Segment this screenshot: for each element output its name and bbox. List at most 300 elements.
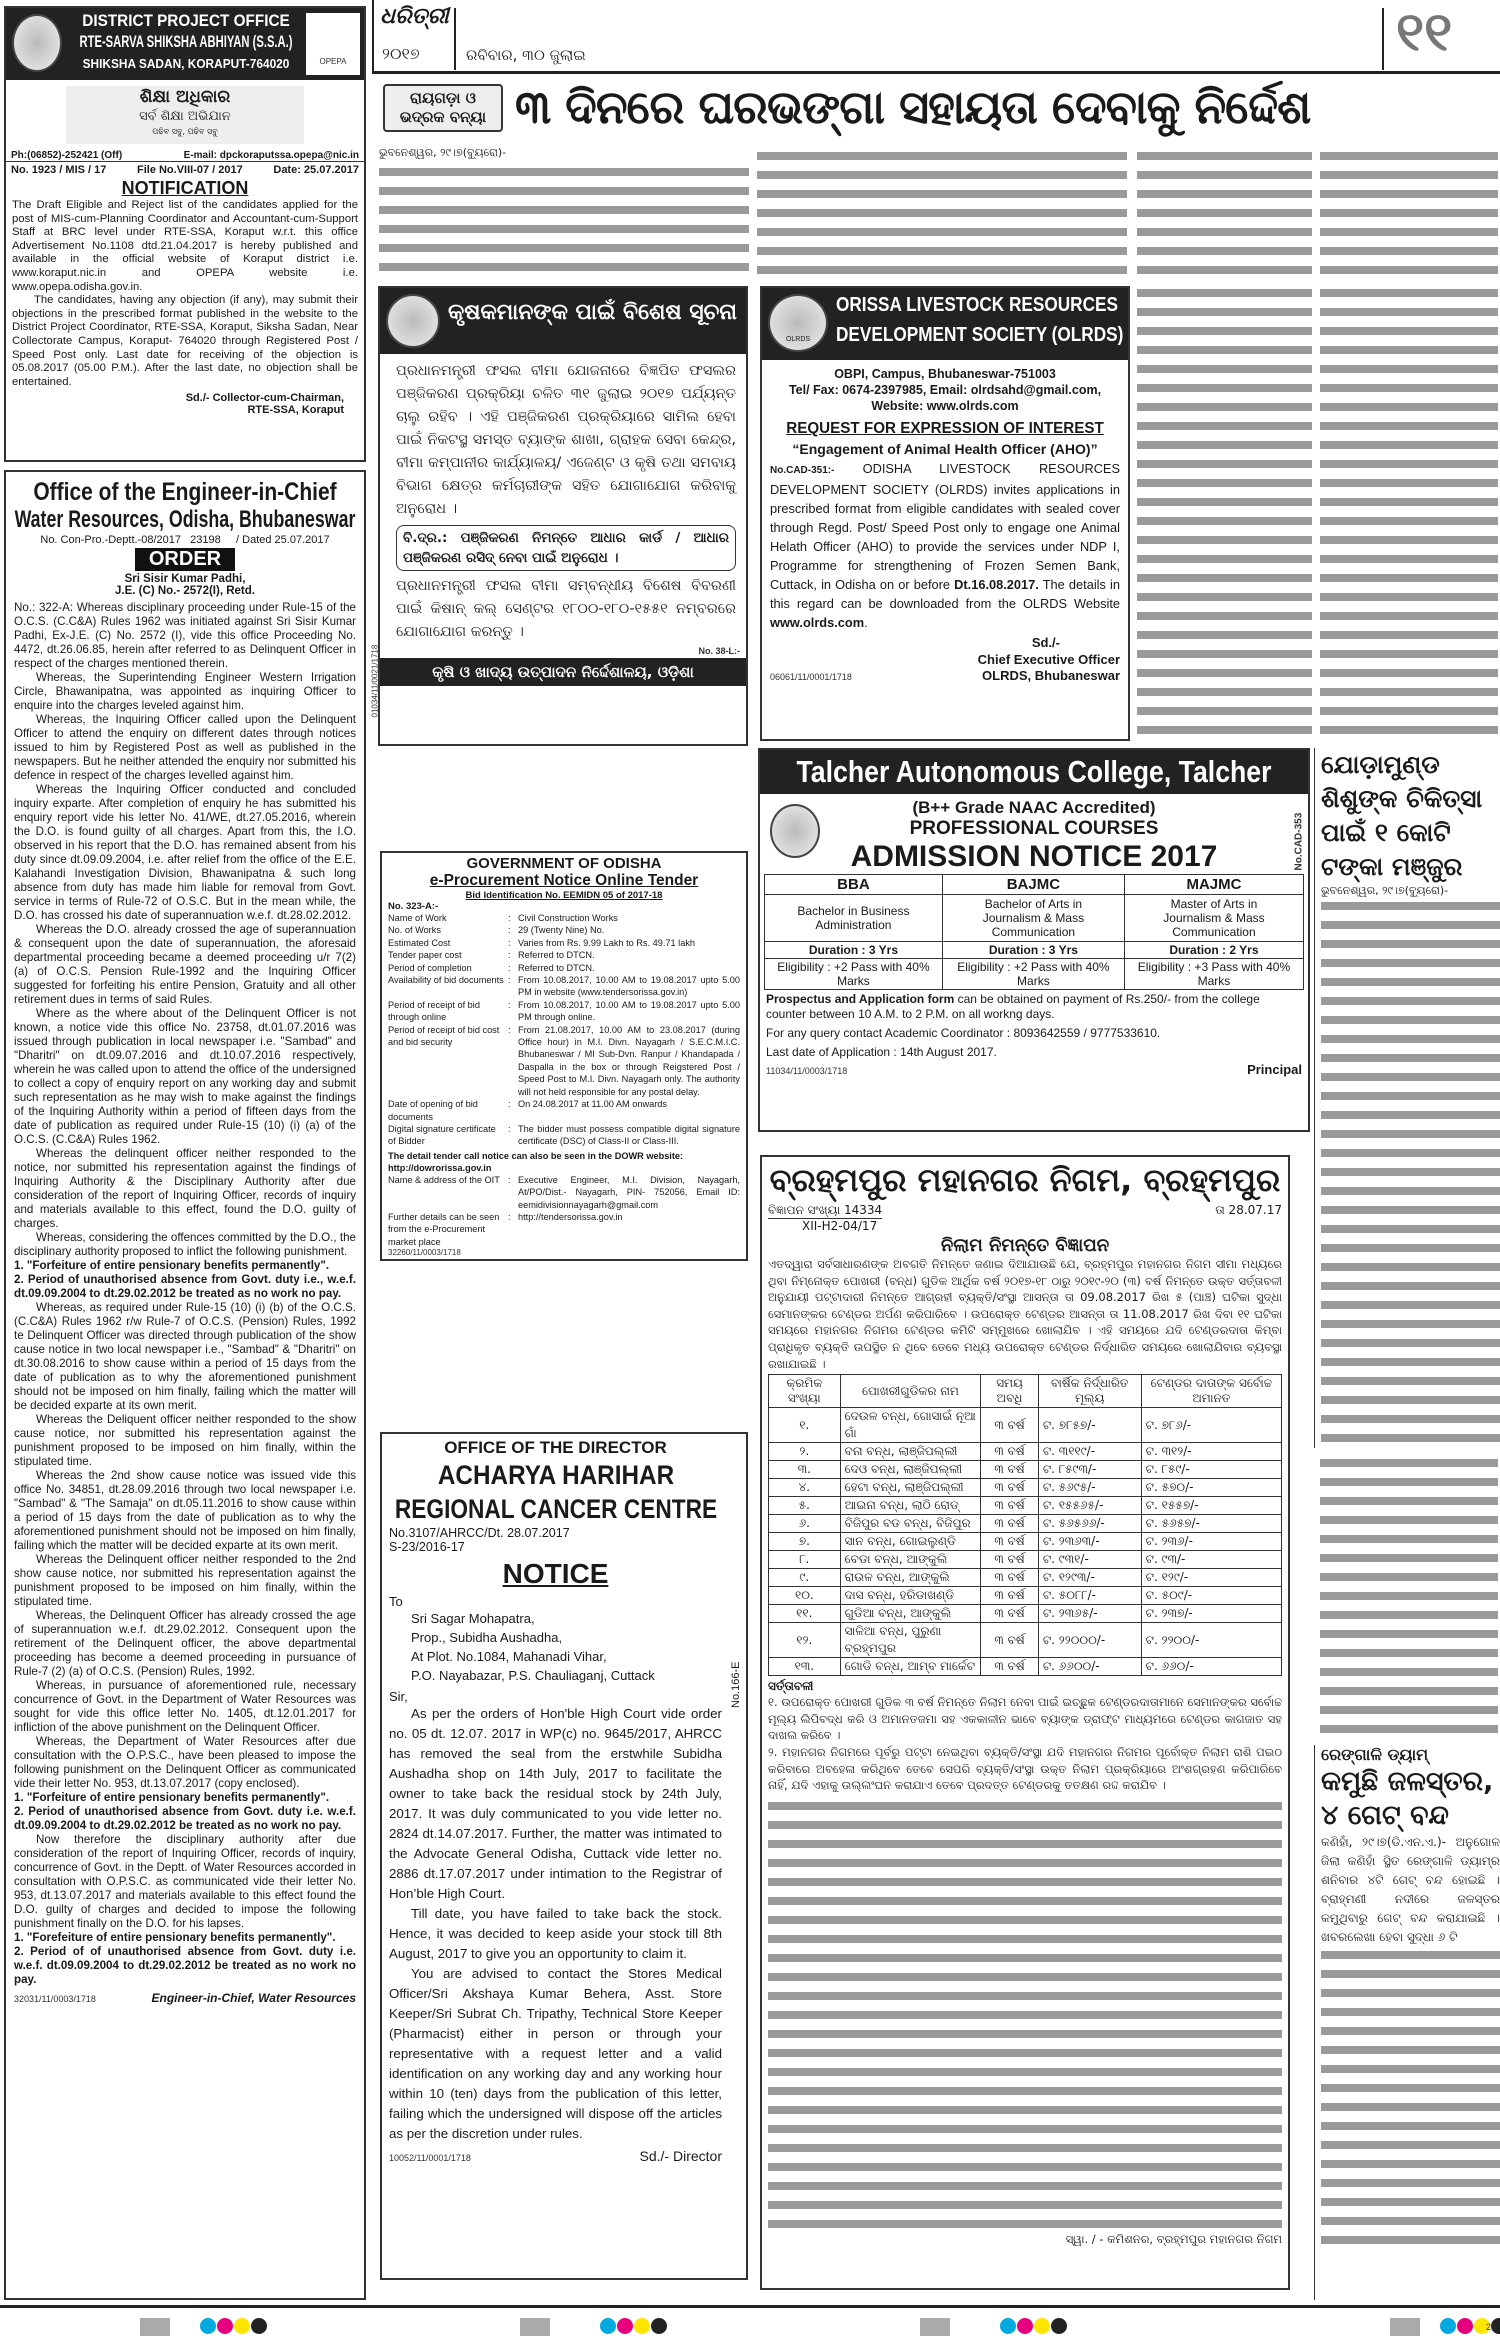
table-cell: ଟ. ୬୬୦୦/-	[1038, 1658, 1141, 1676]
bmc-conditions-more	[768, 1798, 1282, 2228]
colon: :	[508, 937, 511, 948]
story-jodamunda	[1314, 748, 1500, 1448]
ponds-table	[768, 1374, 1282, 1676]
olrds-title-2: DEVELOPMENT SOCIETY (OLRDS)	[836, 324, 1124, 346]
ssa-phone: Ph:(06852)-252421 (Off)	[11, 150, 123, 161]
ssa-para: The candidates, having any objection (if any), may submit their objections in the prescribed format published in the website to the District Project Coordinator, RTE-SSA, Koraput, Siksha Sadan, Near Collectorate Campus, Koraput- 764020 through Registered Post / Speed Post only. Last date for receiving of the objection is 05.08.2017 (05.00 P.M.). After the last date, no objection shall be entertained.	[12, 294, 358, 388]
story-rengali	[1314, 1745, 1500, 2300]
table-cell: ଆଇନା ବନ୍ଧ, ଲାଠି ରୋଡ୍	[840, 1497, 981, 1515]
table-cell: ଟ. ୩୧୨/-	[1141, 1443, 1281, 1461]
farmers-notice-ad	[370, 286, 748, 746]
tender-row	[388, 1174, 740, 1211]
tender-field-value: 29 (Twenty Nine) No.	[518, 925, 605, 936]
table-cell: ଟ. ୨୩୬୫/-	[1038, 1605, 1141, 1623]
jodamunda-dateline: ଭୁବନେଶ୍ୱର, ୨୯।୭(ବ୍ୟୁରୋ)-	[1321, 884, 1449, 897]
ahrcc-para: Till date, you have failed to take back the stock. Hence, it was decided to keep aside your stock till 8th August, 2017 to give you an opportunity to claim it.	[389, 1906, 722, 1961]
tender-dowr-note: The detail tender call notice can also be seen in the DOWR website: http://dowrorissa.gov.in	[388, 1150, 684, 1173]
olrds-deadline: Dt.16.08.2017.	[954, 577, 1039, 592]
tender-govt: GOVERNMENT OF ODISHA	[466, 855, 662, 872]
bmc-ref: XII-H2-04/17	[768, 1218, 882, 1233]
table-cell: ୧୦.	[769, 1587, 841, 1605]
college-seal-icon	[770, 804, 820, 858]
table-cell: ଟ. ୭୮୬/-	[1141, 1408, 1281, 1443]
olrds-logo: OLRDS	[768, 294, 828, 352]
ssa-address: SHIKSHA SADAN, KORAPUT-764020	[82, 57, 290, 71]
table-row	[769, 1443, 1282, 1461]
program-duration: Duration : 2 Yrs	[1124, 942, 1303, 959]
table-cell: ୧.	[769, 1408, 841, 1443]
ahrcc-signatory: Sd./- Director	[639, 2148, 722, 2164]
registration-dot	[617, 2318, 633, 2334]
ahrcc-notice-ad	[380, 1432, 748, 2280]
table-row	[769, 1533, 1282, 1551]
table-cell: ବନା ବନ୍ଧ, ଲାଞ୍ଜିପଲ୍ଲୀ	[840, 1443, 981, 1461]
wr-para: Whereas the Delinquent officer neither responded to the 2nd show cause notice, nor submitted his representation against the punishment proposed to be imposed on him finally, within the stipulated time.	[14, 1553, 356, 1608]
registration-dot	[1034, 2318, 1050, 2334]
lead-kicker: ରାୟଗଡ଼ା ଓ ଭଦ୍ରକ ବନ୍ୟା	[383, 84, 503, 132]
olrds-sd: Sd./-	[1031, 635, 1060, 650]
gray-swatch	[1390, 2318, 1420, 2336]
farmers-title: କୃଷକମାନଙ୍କ ପାଇଁ ବିଶେଷ ସୂଚନା	[448, 300, 737, 325]
olrds-eoi-ad: OLRDS ORISSA LIVESTOCK RESOURCES DEVELOPMENT SOCIETY (OLRDS) OBPI, Campus, Bhubaneswar-751003 Tel/ Fax: 0674-2397985, Email: olrdsahd@gmail.com, Website: www.olrds.com REQUEST FOR EXPRESSION OF INTEREST “Engagement of Animal Health Officer (AHO)” No.CAD-351:- ODISHA LIVESTOCK RESOURCES DEVELOPMENT SOCIETY (OLRDS) invites applications in prescribed format from eligible candidates with sealed cover through Regd. Post/ Speed Post only to engage one Animal Helath Officer (AHO) to provide the services under NDP I, Programme for strengthening of Frozen Semen Bank, Cuttack, in Odisha on or before Dt.16.08.2017. The details in this regard can be downloaded from the OLRDS Website www.olrds.com. Sd./- Chief Executive Officer 06061/11/0001/1718 OLRDS, Bhubaneswar	[760, 286, 1130, 741]
lead-dateline: ଭୁବନେଶ୍ୱର, ୨୯।୭(ବ୍ୟୁରୋ)-	[379, 146, 507, 159]
wr-para: Whereas, the Inquiring Officer called upon the Delinquent Officer to attend the enquiry on different dates through notices issued to him by Registered Post as well as published in the newspapers. But he neither attended the enquiry nor submitted his defence in respect of the charges levelled against him.	[14, 713, 356, 782]
table-cell: ୪.	[769, 1479, 841, 1497]
table-cell: ଟ. ୬୬୦/-	[1141, 1658, 1281, 1676]
ssa-header	[6, 8, 364, 80]
colon: :	[508, 1024, 511, 1035]
registration-dot	[651, 2318, 667, 2334]
table-cell: ଟ. ୮୫୯୩/-	[1038, 1461, 1141, 1479]
tender-field-label: Further details can be seen from the e-Procurement market place	[388, 1211, 500, 1247]
water-resources-order-ad	[4, 470, 366, 2300]
olrds-website: Website: www.olrds.com	[871, 399, 1019, 413]
olrds-body: ODISHA LIVESTOCK RESOURCES DEVELOPMENT SOCIETY (OLRDS) invites applications in prescribed format from eligible candidates with sealed cover through Regd. Post/ Speed Post only to engage one Animal Helath Officer (AHO) to provide the services under NDP I, Programme for strengthening of Frozen Semen Bank, Cuttack, in Odisha on or before	[770, 461, 1121, 592]
talcher-query: For any query contact Academic Coordinator : 8093642559 / 9777533610.	[766, 1026, 1161, 1040]
olrds-web-link: www.olrds.com	[770, 615, 865, 630]
wr-para: Whereas the D.O. already crossed the age of superannuation & consequent upon the date of superannuation, the aforesaid departmental proceeding became a deemed proceeding u/r 7(2) (a) of O.C.S. Pension Rule-1992 and the Inquiring Officer suggested for forfeiting his entire Pension, Gratuity and all other retirement dues in terms of said Rules.	[14, 923, 356, 1006]
colon: :	[508, 1174, 511, 1185]
tender-row	[388, 924, 740, 936]
table-cell: ଟ. ୧୨୯୩/-	[1038, 1569, 1141, 1587]
ssa-date: Date: 25.07.2017	[273, 164, 359, 176]
table-row	[769, 1658, 1282, 1676]
table-cell: ୭.	[769, 1533, 841, 1551]
table-cell: ବିଜିପୁର ବଡ ବନ୍ଧ, ବିଜିପୁର	[840, 1515, 981, 1533]
tender-row	[388, 999, 740, 1024]
wr-punishment-item: 1. "Forfeiture of entire pensionary benefits permanently".	[14, 1259, 330, 1272]
ahrcc-addressee: P.O. Nayabazar, P.S. Chauliaganj, Cuttack	[411, 1668, 655, 1683]
registration-dot	[1440, 2318, 1456, 2334]
lead-body-text	[1320, 148, 1498, 278]
ahrcc-salutation: Sir,	[389, 1689, 408, 1704]
wr-signatory: Engineer-in-Chief, Water Resources	[151, 1991, 356, 2005]
colon: :	[508, 975, 511, 986]
table-cell: ୧୩.	[769, 1658, 841, 1676]
tender-field-label: Date of opening of bid documents	[388, 1099, 478, 1122]
table-cell: ୬.	[769, 1515, 841, 1533]
tender-field-value: From 10.08.2017, 10.00 AM to 19.08.2017 upto 5.00 PM in website (www.tendersorissa.gov.in)	[518, 975, 740, 998]
table-cell: ରାଉଳ ବନ୍ଧ, ଆଙ୍କୁଲି	[840, 1569, 981, 1587]
wr-title-1: Office of the Engineer-in-Chief	[33, 478, 337, 506]
olrds-heading: REQUEST FOR EXPRESSION OF INTEREST	[786, 420, 1104, 437]
tender-no: No. 323-A:-	[388, 901, 439, 912]
ssa-signatory: Sd./- Collector-cum-Chairman,	[185, 392, 344, 405]
table-cell: ହେଟା ବନ୍ଧ, ଲାଞ୍ଜିପଲ୍ଲୀ	[840, 1479, 981, 1497]
lead-headline: ୩ ଦିନରେ ଘରଭଙ୍ଗା ସହାୟତା ଦେବାକୁ ନିର୍ଦ୍ଦେଶ	[515, 80, 1311, 134]
registration-dot	[234, 2318, 250, 2334]
tender-field-value: Executive Engineer, M.I. Division, Nayagarh, At/PO/Dist.- Nayagarh, PIN- 752056, Email ID: eemidivisionnayagarh@gmail.com	[518, 1174, 740, 1210]
tender-row	[388, 1024, 740, 1098]
tender-field-label: Tender paper cost	[388, 950, 462, 961]
rengali-kicker: ରେଙ୍ଗାଳି ଡ୍ୟାମ୍	[1321, 1745, 1429, 1764]
bmc-intro: ଏତଦ୍ୱାରା ସର୍ବସାଧାରଣଙ୍କ ଅବଗତି ନିମନ୍ତେ ଜଣାଇ ଦିଆଯାଉଛି ଯେ, ବ୍ରହ୍ମପୁର ମହାନଗର ନିଗମ ସୀମା ମଧ୍ୟରେ ଥିବା ନିମ୍ନୋକ୍ତ ପୋଖରୀ (ବନ୍ଧ) ଗୁଡିକ ଆର୍ଥିକ ବର୍ଷ ୨୦୧୭-୧୮ ଠାରୁ ୨୦୧୯-୨୦ (୩) ବର୍ଷ ନିମନ୍ତେ ଉକ୍ତ ସର୍ତ୍ତାବଳୀ ଅନୁଯାୟୀ ପଟ୍ଟାଦାରୀ ନିମନ୍ତେ ଆଗ୍ରହୀ ବ୍ୟକ୍ତି/ସଂସ୍ଥା ଆସନ୍ତା ତା 09.08.2017 ରିଖ ୫ (ପାଞ୍ଚ) ଘଟିକା ସୁଦ୍ଧା ସେମାନଙ୍କର ଟେଣ୍ଡର ଅର୍ପଣ କରିପାରିବେ । ଉପରୋକ୍ତ ଟେଣ୍ଡର ଆସନ୍ତା ତା 11.08.2017 ରିଖ ଦିବା ୧୧ ଘଟିକା ସମୟରେ ମହାନଗର ନିଗମର ଟେଣ୍ଡର କମିଟି ସମ୍ମୁଖରେ ଖୋଲାଯିବ । ଏହି ସମୟରେ ଯଦି ଟେଣ୍ଡରଦାତା କିମ୍ବା ପ୍ରାଧିକୃତ ବ୍ୟକ୍ତି ଉପସ୍ଥିତ ନ ଥିବେ ତେବେ ମଧ୍ୟ ଉପରୋକ୍ତ ଟେଣ୍ଡର ନିର୍ଦ୍ଧାରିତ ସମୟରେ ଖୋଲାଯିବାର ବ୍ୟବସ୍ଥା ରଖାଯାଇଛି ।	[768, 1257, 1282, 1371]
table-cell: ଟ. ୧୨୯/-	[1141, 1569, 1281, 1587]
olrds-title-1: ORISSA LIVESTOCK RESOURCES	[836, 294, 1118, 316]
tender-field-label: Period of receipt of bid cost and bid security	[388, 1024, 500, 1048]
table-cell: ୨.	[769, 1443, 841, 1461]
registration-dot	[600, 2318, 616, 2334]
colon: :	[508, 1123, 511, 1134]
wr-para: Now therefore the disciplinary authority after due consideration of the report of Inquiring Officer, records of inquiry, concurrence of Govt. in the Deptt. of Water Resources accorded in consultation with O.P.S.C. as communicated vide their letter No. 953, dt.13.07.2017 and materials available to this effect found the D.O. guilty of charges and decided to impose the following punishment finally on the D.O. for his lapses.	[14, 1833, 356, 1930]
table-cell: ୧୧.	[769, 1605, 841, 1623]
table-cell: ୩ ବର୍ଷ	[981, 1658, 1039, 1676]
ahrcc-ref-2: S-23/2016-17	[389, 1540, 465, 1554]
wr-punishment-item: 1. "Forfeiture of entire pensionary benefits permanently".	[14, 1791, 330, 1804]
table-cell: ୩ ବର୍ଷ	[981, 1443, 1039, 1461]
table-cell: ଗୁଡିଆ ବନ୍ଧ, ଆଙ୍କୁଲି	[840, 1605, 981, 1623]
olrds-contact: Tel/ Fax: 0674-2397985, Email: olrdsahd@gmail.com,	[788, 383, 1102, 397]
lead-body-text	[1137, 148, 1312, 278]
talcher-title: Talcher Autonomous College, Talcher	[796, 754, 1272, 789]
bmc-condition: ୨. ମହାନଗର ନିଗମରେ ପୂର୍ବରୁ ପଟ୍ଟା ନେଇଥିବା ବ୍ୟକ୍ତି/ସଂସ୍ଥା ଯଦି ମହାନଗର ନିଗମର ପୂର୍ବୋକ୍ତ ନିଲାମ ରାଶି ପଇଠ କରିବାରେ ଅବହେଳା କରିଥିବେ ତେବେ ସେପରି ବ୍ୟକ୍ତି/ସଂସ୍ଥା ଉକ୍ତ ନିଲାମ ପ୍ରକ୍ରିୟାରେ ଅଂଶଗ୍ରହଣ କରିପାରିବେ ନାହିଁ, ଯଦି ଏହାକୁ ଉଲ୍ଲଂଘନ କରାଯାଏ ତେବେ ପ୍ରଦତ୍ତ ଟେଣ୍ଡରକୁ ତତକ୍ଷଣ ରଦ୍ଦ କରାଯିବ ।	[768, 1744, 1282, 1793]
talcher-courses: PROFESSIONAL COURSES	[909, 818, 1159, 839]
table-cell: ୧୨.	[769, 1623, 841, 1658]
table-row	[769, 1515, 1282, 1533]
table-cell: ଟ. ୫୭୦/-	[1141, 1479, 1281, 1497]
table-row	[769, 1408, 1282, 1443]
bmc-conditions-title: ସର୍ତ୍ତାବଳୀ	[768, 1679, 814, 1694]
farmers-bullet-2: ପ୍ରଧାନମନ୍ତ୍ରୀ ଫସଲ ବୀମା ସମ୍ବନ୍ଧୀୟ ବିଶେଷ ବିବରଣୀ ପାଇଁ କିଷାନ୍ କଲ୍ ସେଣ୍ଟର ୧୮୦୦-୧୮୦-୧୫୫୧ ନମ୍ବରରେ ଯୋଗାଯୋଗ କରନ୍ତୁ ।	[396, 578, 736, 640]
registration-dot	[1457, 2318, 1473, 2334]
bmc-subtitle: ନିଲାମ ନିମନ୍ତେ ବିଜ୍ଞାପନ	[940, 1235, 1110, 1256]
wr-code: 32031/11/0003/1718	[14, 1994, 96, 2004]
colon: :	[508, 999, 511, 1010]
farmers-footer: କୃଷି ଓ ଖାଦ୍ୟ ଉତ୍ପାଦନ ନିର୍ଦ୍ଦେଶାଳୟ, ଓଡ଼ିଶା	[380, 658, 746, 686]
table-row	[769, 1605, 1282, 1623]
tender-field-label: Digital signature certificate of Bidder	[388, 1123, 496, 1147]
program-code: BBA	[765, 875, 943, 895]
olrds-subheading: “Engagement of Animal Health Officer (AHO)”	[792, 441, 1098, 457]
bmc-condition: ୧. ଉପରୋକ୍ତ ପୋଖରୀ ଗୁଡିକ ୩ ବର୍ଷ ନିମନ୍ତେ ନିଲାମ ନେବା ପାଇଁ ଇଚ୍ଛୁକ ଟେଣ୍ଡରଦାତାମାନେ ସେମାନଙ୍କର ସର୍ବୋଚ୍ଚ ମୂଲ୍ୟ ଲିପିବଦ୍ଧ କରି ଓ ଅମାନତଜମା ସହ ଏକକାଳୀନ ଭାବେ ବ୍ୟାଙ୍କ ଡ୍ରାଫ୍ଟ ମାଧ୍ୟମରେ ଟେଣ୍ଡର କାଗଜାତ ସହ ଦାଖଲ କରିବେ ।	[768, 1695, 1282, 1743]
table-cell: ୩ ବର୍ଷ	[981, 1623, 1039, 1658]
table-cell: ୩ ବର୍ଷ	[981, 1497, 1039, 1515]
table-header: ସମୟ ଅବଧି	[981, 1375, 1039, 1408]
table-cell: ସାନ ବନ୍ଧ, ଗୋଇଲୁଣ୍ଡି	[840, 1533, 981, 1551]
table-row	[769, 1479, 1282, 1497]
table-cell: ଟ. ୫୬୫୬୬/-	[1038, 1515, 1141, 1533]
ahrcc-para: You are advised to contact the Stores Medical Officer/Sri Akshaya Kumar Behera, Asst. Store Keeper/Sri Subrat Ch. Tripathy, Technical Store Keeper (Pharmacist) either in person or through your representative with a request letter and a valid identification on any working day and any working hour within 10 (ten) days from the publication of this letter, failing which the undersigned will dispose off the articles as per the discretion under rules.	[389, 1966, 722, 2141]
bmc-ad-no: ବିଜ୍ଞାପନ ସଂଖ୍ୟା 14334	[768, 1203, 883, 1217]
tender-field-value: On 24.08.2017 at 11.00 AM onwards	[518, 1099, 667, 1110]
ssa-office: DISTRICT PROJECT OFFICE	[82, 11, 290, 30]
table-cell: ଟ. ୩୧୧୯/-	[1038, 1443, 1141, 1461]
page-corner-number: 25	[1485, 2322, 1496, 2332]
tender-field-value: From 10.08.2017, 10.00 AM to 19.08.2017 upto 5.00 PM through online.	[518, 999, 740, 1023]
table-cell: ଦାସ ବନ୍ଧ, ହରିଡାଖଣ୍ଡି	[840, 1587, 981, 1605]
odisha-emblem-icon	[12, 14, 62, 72]
colon: :	[508, 950, 511, 961]
table-cell: ଟ. ୨୩୬୩/-	[1038, 1533, 1141, 1551]
talcher-ad-no: No.CAD-353	[1293, 812, 1305, 871]
table-cell: ୯.	[769, 1569, 841, 1587]
ssa-notification-ad	[4, 6, 366, 462]
table-cell: ଟ. ୫୦୮୮/-	[1038, 1587, 1141, 1605]
jodamunda-body	[1321, 898, 1500, 1448]
ssa-signatory-office: RTE-SSA, Koraput	[247, 404, 344, 417]
prospectus-label: Prospectus and Application form	[766, 992, 955, 1006]
table-cell: ୩ ବର୍ଷ	[981, 1479, 1039, 1497]
tender-row	[388, 1098, 740, 1123]
olrds-address: OBPI, Campus, Bhubaneswar-751003	[834, 367, 1056, 381]
table-cell: ୩ ବର୍ଷ	[981, 1569, 1039, 1587]
rengali-body-more	[1321, 1947, 1500, 2247]
table-cell: ଟ. ୮୫୯/-	[1141, 1461, 1281, 1479]
wr-para: Whereas the 2nd show cause notice was issued vide this office No. 34851, dt.28.09.2016 through two local newspaper i.e. "Sambad" & "The Samaja" on dt.05.11.2016 to show cause within a period of 15 days from the date of publication as to why the aforementioned punishment should not be imposed on him finally, failing which the matter will be decided exparte at its own merit.	[14, 1469, 356, 1552]
bmc-side-story	[1320, 1455, 1498, 1735]
tender-row	[388, 949, 740, 961]
wr-para: No.: 322-A: Whereas disciplinary proceeding under Rule-15 of the O.C.S. (C.C&A) Rules 1962 was initiated against Sri Sisir Kumar Padhi, Ex-J.E. (C) No. 2572 (I), vide this office Proceeding No. 4472, dt.26.06.85, herein after referred to as Delinquent Officer in respect of the charges mentioned therein.	[14, 601, 356, 670]
farmers-bullet-1: ପ୍ରଧାନମନ୍ତ୍ରୀ ଫସଲ ବୀମା ଯୋଜନାରେ ବିଜ୍ଞପିତ ଫସଲର ପଞ୍ଜିକରଣ ପ୍ରକ୍ରିୟା ଚଳିତ ୩୧ ଜୁଲାଇ ୨୦୧୭ ପର୍ଯ୍ୟନ୍ତ ଚାଲୁ ରହିବ । ଏହି ପଞ୍ଜିକରଣ ପ୍ରକ୍ରିୟାରେ ସାମିଲ ହେବା ପାଇଁ ନିକଟସ୍ଥ ସମସ୍ତ ବ୍ୟାଙ୍କ ଶାଖା, ଗ୍ରାହକ ସେବା କେନ୍ଦ୍ର, ବୀମା କମ୍ପାନୀର କାର୍ଯ୍ୟାଳୟ/ ଏଜେଣ୍ଟ ଓ କୃଷି ତଥା ସମବାୟ ବିଭାଗ କ୍ଷେତ୍ର କର୍ମଚାରୀଙ୍କ ସହିତ ଯୋଗାଯୋଗ କରିବାକୁ ଅନୁରୋଧ ।	[396, 363, 736, 517]
paper-logo: ଧରିତ୍ରୀ	[380, 4, 449, 29]
ahrcc-para: As per the orders of Hon'ble High Court vide order no. 05 dt. 12.07. 2017 in WP(c) no. 9645/2017, AHRCC has removed the seal from the erstwhile Subidha Aushadha shop on 14th July, 2017 to facilitate the owner to take back the residual stock by 24th July, 2017. It was duly communicated to you vide letter no. 2824 dt.14.07.2017. Further, the matter was intimated to the Advocate General Odisha, Cuttack vide letter no. 2886 dt.17.07.2017 under intimation to the Registrar of Hon’ble High Court.	[389, 1706, 722, 1901]
wr-officer-name: Sri Sisir Kumar Padhi,	[124, 573, 246, 585]
bmc-title: ବ୍ରହ୍ମପୁର ମହାନଗର ନିଗମ, ବ୍ରହ୍ମପୁର	[769, 1161, 1281, 1199]
tender-row	[388, 1123, 740, 1148]
table-row	[769, 1569, 1282, 1587]
program-duration: Duration : 3 Yrs	[942, 942, 1124, 959]
print-marks	[0, 2305, 1500, 2335]
lead-body-continued	[1320, 285, 1498, 735]
wr-punishment-item: 2. Period of of unauthorised absence from Govt. duty i.e. w.e.f. dt.09.09.2004 to dt.29.02.2012 be treated as no work no pay.	[14, 1945, 356, 1986]
bmc-signatory: ସ୍ୱା. / - କମିଶନର, ବ୍ରହ୍ମପୁର ମହାନଗର ନିଗମ	[1065, 2231, 1282, 2246]
olrds-body-2: The details in this regard can be downloaded from the OLRDS Website	[770, 577, 1120, 611]
table-row	[769, 1461, 1282, 1479]
bmc-auction-ad	[760, 1155, 1290, 2290]
program-eligibility: Eligibility : +3 Pass with 40% Marks	[1124, 959, 1303, 990]
program-duration: Duration : 3 Yrs	[765, 942, 943, 959]
table-row	[769, 1623, 1282, 1658]
tender-field-label: Period of receipt of bid through online	[388, 999, 480, 1023]
talcher-code: 11034/11/0003/1718	[766, 1066, 848, 1076]
registration-dot	[217, 2318, 233, 2334]
wr-title-2: Water Resources, Odisha, Bhubaneswar	[14, 506, 356, 533]
tender-field-label: Availability of bid documents	[388, 975, 504, 986]
tender-field-label: Name & address of the OIT	[388, 1174, 500, 1185]
tender-row	[388, 937, 740, 949]
wr-para: Whereas the Inquiring Officer conducted and concluded inquiry exparte. After completion of enquiry he has submitted his enquiry report vide his letter No. 41/WE, dt.27.05.2016, wherein the D.O. is found guilty of all charges. Apart from this, the I.O. observed in his report that the D.O. has remained absent from his duty since dt.09.09.2004, i.e. after relief from the office of the E.E. Kalahandi Investigation Division, Bhawanipatna & such long absence from duty has made him liable for removal from Govt. service in terms of Rule-72 of O.S.C. But in the mean while, the D.O. has crossed his date of superannuation w.e.f. dt.28.02.2012.	[14, 783, 356, 922]
tender-bid-id: Bid Identification No. EEMIDN 05 of 2017-18	[465, 890, 663, 901]
table-cell: ଟ. ୭୮୫୭/-	[1038, 1408, 1141, 1443]
lead-body-text	[757, 148, 1127, 278]
e-procurement-tender-ad	[380, 851, 748, 1261]
registration-dot	[634, 2318, 650, 2334]
table-cell: ଟ. ୨୩୭/-	[1141, 1605, 1281, 1623]
issue-date: ରବିବାର, ୩୦ ଜୁଲାଇ	[466, 46, 586, 64]
ssa-email: E-mail: dpckoraputssa.opepa@nic.in	[183, 150, 359, 161]
gray-swatch	[520, 2318, 550, 2336]
ssa-ref-no: No. 1923 / MIS / 17	[11, 164, 107, 176]
table-cell: ଟ. ୧୫୫୬୫/-	[1038, 1497, 1141, 1515]
wr-para: Whereas, in pursuance of aforementioned rule, necessary concurrence of Govt. in the Department of Water Resources was sought for vide this office letter No. 1405, dt.12.01.2017 for infliction of the above punishment on the Delinquent Officer.	[14, 1679, 356, 1734]
talcher-notice: ADMISSION NOTICE 2017	[850, 840, 1218, 873]
wr-punishment-item: 1. "Forefeiture of entire pensionary benefits permanently".	[14, 1931, 336, 1944]
tender-code: 32260/11/0003/1718	[388, 1248, 461, 1258]
tender-row	[388, 962, 740, 974]
ahrcc-addressee: At Plot. No.1084, Mahanadi Vihar,	[411, 1649, 607, 1664]
tender-row	[388, 912, 740, 924]
colon: :	[508, 925, 511, 936]
table-cell: ଗୋଡି ବନ୍ଧ, ଆମ୍ବ ମାର୍କେଟ	[840, 1658, 981, 1676]
wr-para: Whereas, as required under Rule-15 (10) (i) (b) of the O.C.S. (C.C&A) Rules 1962 r/w Rule-7 of O.C.S. (Pension) Rules, 1992 te Delinquent Officer was directed through publication of the show cause notice in two local newspaper i.e., "Sambad" & "Dharitri" on dt.30.08.2016 to show cause within a period of 15 days from the date of publication as to why the aforementioned punishment should not be imposed on him finally, failing which the matter will be decided exparte at its own merit.	[14, 1301, 356, 1412]
farmers-code: 01034/11/0021/1718	[370, 644, 380, 718]
tender-field-label: Period of completion	[388, 962, 472, 973]
wr-para: Whereas, considering the offences committed by the D.O., the disciplinary authority proposed to inflict the following punishment.	[14, 1231, 356, 1258]
table-header: କ୍ରମିକ ସଂଖ୍ୟା	[769, 1375, 841, 1408]
talcher-signatory: Principal	[1247, 1062, 1302, 1077]
ahrcc-addressee: Sri Sagar Mohapatra,	[411, 1611, 535, 1626]
talcher-naac: (B++ Grade NAAC Accredited)	[912, 798, 1156, 817]
program-name: Bachelor of Arts in Journalism & Mass Communication	[942, 895, 1124, 942]
registration-dot	[1017, 2318, 1033, 2334]
olrds-signatory-office: OLRDS, Bhubaneswar	[982, 668, 1120, 683]
ahrcc-office: OFFICE OF THE DIRECTOR	[444, 1438, 667, 1457]
talcher-last-date: Last date of Application : 14th August 2017.	[766, 1045, 997, 1059]
farmers-ad-no: No. 38-L:-	[698, 646, 740, 656]
wr-para: Whereas the Deliquent officer neither responded to the show cause notice, nor submitted his representation against the punishment proposed to be imposed on him finally, within the stipulated time.	[14, 1413, 356, 1468]
rengali-body: କଣିହାଁ, ୨୯।୭(ଡି.ଏନ.ଏ.)- ଅନୁଗୋଳ ଜିଲା କଣିହାଁ ସ୍ଥିତ ରେଙ୍ଗାଳି ଡ୍ୟାମ୍‌ର ଶନିବାର ୪ଟି ଗେଟ୍ ବନ୍ଦ ହୋଇଛି । ବ୍ରାହ୍ମଣୀ ନଦୀରେ ଜଳସ୍ତର କମୁଥିବାରୁ ଗେଟ୍ ବନ୍ଦ କରାଯାଇଛି । ଖବରଲେଖା ହେବା ସୁଦ୍ଧା ୬ ଟି	[1321, 1835, 1500, 1944]
program-code: MAJMC	[1124, 875, 1303, 895]
program-name: Bachelor in Business Administration	[765, 895, 943, 942]
gray-swatch	[920, 2318, 950, 2336]
tender-field-value: The bidder must possess compatible digital signature certificate (DSC) of Class-II or Class-III.	[518, 1123, 740, 1147]
tender-field-value: Referred to DTCN.	[518, 962, 595, 973]
ssa-name: RTE-SARVA SHIKSHA ABHIYAN (S.S.A.)	[79, 32, 293, 51]
ssa-file-no: File No.VIII-07 / 2017	[136, 164, 243, 176]
table-header: ପୋଖରୀଗୁଡିକର ନାମ	[840, 1375, 981, 1408]
table-row	[769, 1551, 1282, 1569]
table-cell: ୩ ବର୍ଷ	[981, 1587, 1039, 1605]
wr-ref: No. Con-Pro.-Deptt.-08/2017 23198 / Dated 25.07.2017	[40, 534, 330, 546]
wr-punishment-item: 2. Period of unauthorised absence from Govt. duty i.e., w.e.f. dt.09.09.2004 to dt.29.02.2012 be treated as no work no pay.	[14, 1273, 356, 1300]
opepa-logo: OPEPA	[306, 13, 360, 75]
ahrcc-code: 10052/11/0001/1718	[389, 2153, 471, 2163]
table-cell: ୩ ବର୍ଷ	[981, 1461, 1039, 1479]
table-header: ଟେଣ୍ଡର ଦାତାଙ୍କ ସର୍ବୋଚ୍ଚ ଅମାନତ	[1141, 1375, 1281, 1408]
wr-para: Where as the where about of the Delinquent Officer is not known, a notice vide this office No. 23758, dt.01.07.2016 was issued through publication in local newspaper i.e. "Sambad" and "Dharitri" on dt.09.07.2016 and dt.10.07.2016 respectively, wherein he was called upon to attend the office of the undersigned to collect a copy of enquiry report on any working day and submit such representation as he may wish to make against the findings of the Inquiring Authority within a period of fifteen days from the date of publication as required under Rule-15 (10) (i) (a) of the O.C.S. (C.C&A) Rules 1962.	[14, 1007, 356, 1146]
table-cell: ୩ ବର୍ଷ	[981, 1605, 1039, 1623]
tender-field-label: Name of Work	[388, 913, 447, 923]
tender-row	[388, 1211, 740, 1248]
olrds-code: 06061/11/0001/1718	[770, 672, 852, 682]
tender-title: e-Procurement Notice Online Tender	[429, 872, 699, 889]
table-cell: ୩ ବର୍ଷ	[981, 1533, 1039, 1551]
program-eligibility: Eligibility : +2 Pass with 40% Marks	[765, 959, 943, 990]
table-cell: ୫.	[769, 1497, 841, 1515]
colon: :	[508, 1099, 511, 1110]
lead-story	[375, 80, 1500, 280]
ahrcc-to: To	[389, 1594, 403, 1609]
table-cell: ୩.	[769, 1461, 841, 1479]
table-cell: ଟ. ୨୨୦୦/-	[1141, 1623, 1281, 1658]
ssa-para: The Draft Eligible and Reject list of the candidates applied for the post of MIS-cum-Planning Coordinator and Accountant-cum-Support Staff at BRC level under RTE-SSA, Koraput w.r.t. this office Advertisement No.1108 dtd.21.04.2017 is hereby published and available in the official website of Koraput district i.e. www.koraput.nic.in and OPEPA website i.e. www.opepa.odisha.gov.in.	[12, 199, 358, 293]
table-header: ବାର୍ଷିକ ନିର୍ଦ୍ଧାରିତ ମୂଲ୍ୟ	[1038, 1375, 1141, 1408]
programs-table	[764, 874, 1304, 990]
colon: :	[508, 913, 511, 923]
table-cell: ଦେଓ ବନ୍ଧ, ଲାଞ୍ଜିପଲ୍ଲୀ	[840, 1461, 981, 1479]
wr-officer-id: J.E. (C) No.- 2572(I), Retd.	[115, 585, 255, 597]
table-row	[769, 1497, 1282, 1515]
lead-body-continued	[1137, 285, 1312, 735]
table-cell: ଟ. ୨୩୬/-	[1141, 1533, 1281, 1551]
wr-para: Whereas the delinquent officer neither responded to the notice, nor submitted his representation against the findings of Inquiring Authority & the Disciplinary Authority after due consideration of the report of Inquiring Officer, records of inquiry and materials available to this effect, found the D.O. guilty of charges.	[14, 1147, 356, 1230]
talcher-admission-ad	[758, 748, 1310, 1132]
table-cell: ଟ. ୫୬୫୭/-	[1141, 1515, 1281, 1533]
olrds-signatory: Chief Executive Officer	[977, 652, 1120, 667]
registration-dot	[1051, 2318, 1067, 2334]
wr-para: Whereas, the Delinquent Officer has already crossed the age of superannuation w.e.f. dt.29.02.2012. Consequent upon the retirement of the Delinquent officer, the above departmental proceeding has become a deemed proceeding in pursuance of Rule-7 (2) (a) of O.C.S. (Pension) Rules, 1992.	[14, 1609, 356, 1678]
wr-punishment-item: 2. Period of unauthorised absence from Govt. duty i.e. w.e.f. dt.09.09.2004 to dt.29.02.2012 be treated as no work no pay.	[14, 1805, 356, 1832]
bmc-date: ତା 28.07.17	[1215, 1203, 1282, 1217]
ssa-title: NOTIFICATION	[121, 178, 249, 198]
wr-para: Whereas, the Superintending Engineer Western Irrigation Circle, Bhawanipatna, was appointed as inquiring Officer to enquire into the charges leveled against him.	[14, 671, 356, 712]
gray-swatch	[140, 2318, 170, 2336]
ahrcc-name-1: ACHARYA HARIHAR	[437, 1460, 674, 1490]
odisha-emblem-icon	[386, 294, 440, 348]
program-code: BAJMC	[942, 875, 1124, 895]
olrds-ref: No.CAD-351:-	[770, 465, 835, 476]
table-cell: ଟ. ୨୨୦୦୦/-	[1038, 1623, 1141, 1658]
colon: :	[508, 1211, 511, 1222]
tender-field-label: No. of Works	[388, 925, 441, 936]
masthead	[372, 0, 1500, 74]
table-cell: ୩ ବର୍ଷ	[981, 1515, 1039, 1533]
paper-year: ୨୦୧୭	[382, 44, 420, 63]
table-cell: ୩ ବର୍ଷ	[981, 1408, 1039, 1443]
ssa-banner	[66, 86, 304, 144]
jodamunda-headline: ଯୋଡ଼ାମୁଣ୍ଡ ଶିଶୁଙ୍କ ଚିକିତ୍ସା ପାଇଁ ୧ କୋଟି ଟଙ୍କା ମଞ୍ଜୁର	[1321, 750, 1483, 881]
ahrcc-title: NOTICE	[502, 1558, 609, 1589]
table-cell: ବେଡା ବନ୍ଧ, ଆଙ୍କୁଲି	[840, 1551, 981, 1569]
banner-line: ଶିକ୍ଷା ଅଧିକାର	[139, 87, 231, 107]
table-cell: ୮.	[769, 1551, 841, 1569]
registration-dot	[1000, 2318, 1016, 2334]
ahrcc-name-2: REGIONAL CANCER CENTRE	[394, 1494, 717, 1524]
table-cell: ଟ. ୫୬୯୫/-	[1038, 1479, 1141, 1497]
page-number: ୧୧	[1396, 0, 1453, 63]
lead-body-text	[379, 164, 749, 278]
wr-order-label: ORDER	[135, 548, 235, 571]
tender-field-value: Civil Construction Works	[518, 913, 618, 923]
table-cell: ଟ. ୧୫୫୭/-	[1141, 1497, 1281, 1515]
registration-dot	[251, 2318, 267, 2334]
table-cell: ସାଳିଆ ବନ୍ଧ, ପୁରୁଣା ବ୍ରହ୍ମପୁର	[840, 1623, 981, 1658]
colon: :	[508, 962, 511, 973]
registration-dot	[200, 2318, 216, 2334]
program-name: Master of Arts in Journalism & Mass Communication	[1124, 895, 1303, 942]
ahrcc-ref-1: No.3107/AHRCC/Dt. 28.07.2017	[389, 1526, 570, 1540]
ahrcc-addressee: Prop., Subidha Aushadha,	[411, 1630, 563, 1645]
